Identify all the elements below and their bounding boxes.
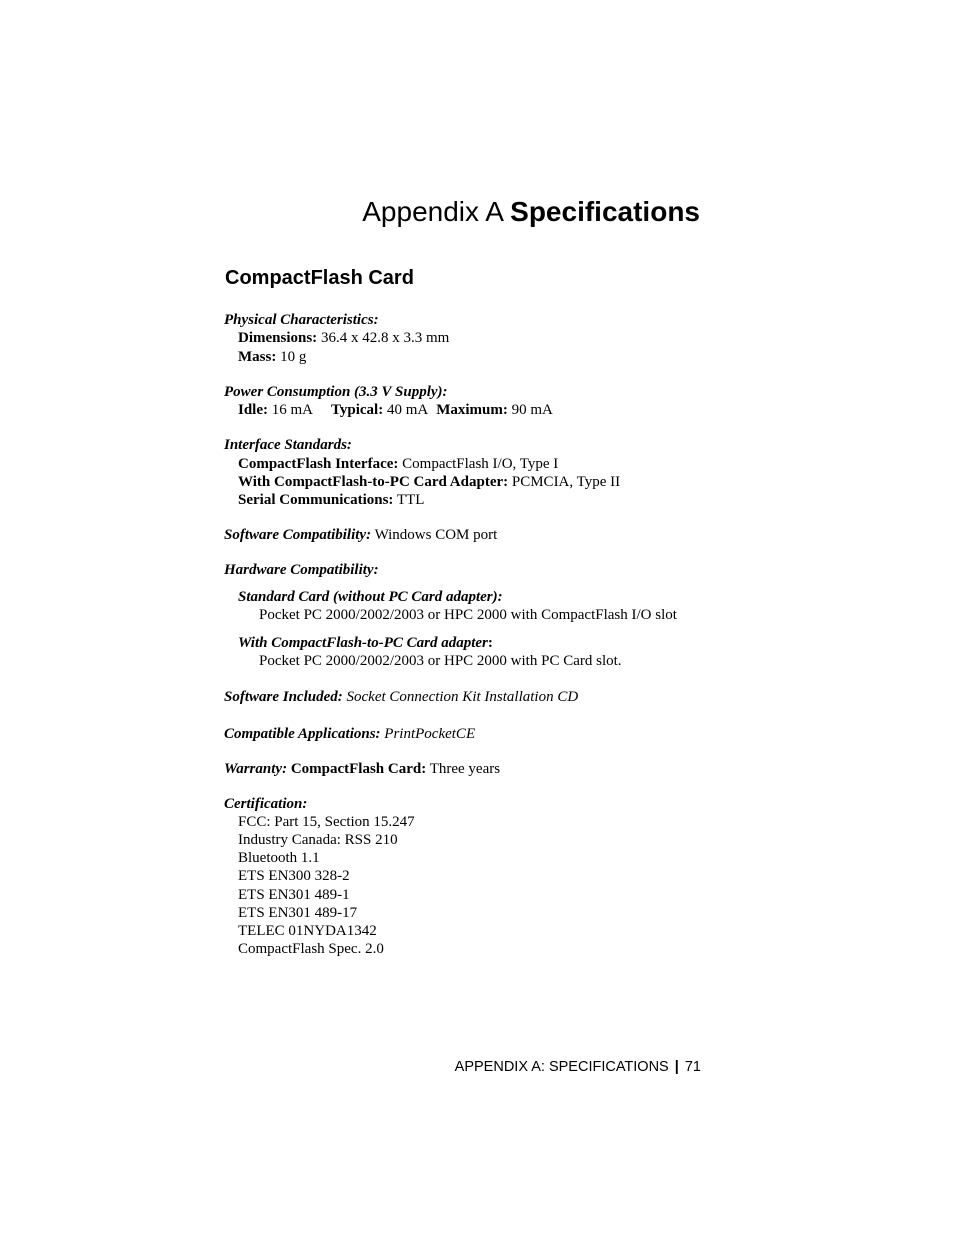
- serial-value: TTL: [393, 492, 425, 508]
- software-included-label: Software Included:: [224, 689, 343, 705]
- adapter-row: [238, 473, 620, 491]
- power-heading: Power Consumption (3.3 V Supply):: [224, 384, 448, 400]
- certification-item: CompactFlash Spec. 2.0: [238, 941, 384, 957]
- physical-heading: Physical Characteristics:: [224, 312, 379, 328]
- adapter-card-colon: :: [487, 635, 493, 651]
- idle-value: 16 mA: [268, 402, 313, 418]
- software-included-row: [224, 688, 578, 706]
- software-compat-value: Windows COM port: [371, 527, 498, 543]
- mass-label: Mass:: [238, 349, 277, 365]
- certification-item: FCC: Part 15, Section 15.247: [238, 814, 415, 830]
- maximum-value: 90 mA: [507, 402, 553, 418]
- typical-value: 40 mA: [383, 402, 429, 418]
- standard-card-value: Pocket PC 2000/2002/2003 or HPC 2000 with CompactFlash I/O slot: [259, 607, 677, 623]
- adapter-card-heading: With CompactFlash-to-PC Card adapter: [238, 635, 488, 651]
- dimensions-label: Dimensions:: [238, 330, 318, 346]
- certification-item: ETS EN301 489-1: [238, 887, 350, 903]
- compatible-apps-row: [224, 725, 475, 743]
- certification-item: Bluetooth 1.1: [238, 850, 320, 866]
- certification-item: Industry Canada: RSS 210: [238, 832, 398, 848]
- warranty-row: [224, 760, 500, 778]
- warranty-item-label: CompactFlash Card:: [287, 761, 427, 777]
- compatible-apps-label: Compatible Applications:: [224, 726, 381, 742]
- warranty-item-value: Three years: [426, 761, 501, 777]
- adapter-label: With CompactFlash-to-PC Card Adapter:: [238, 474, 509, 490]
- interface-heading: Interface Standards:: [224, 437, 352, 453]
- maximum-label: Maximum:: [436, 402, 508, 418]
- standard-card-heading: Standard Card (without PC Card adapter):: [238, 589, 503, 605]
- mass-row: [238, 348, 306, 366]
- page-number: 71: [684, 1059, 701, 1075]
- cf-interface-label: CompactFlash Interface:: [238, 456, 399, 472]
- idle-label: Idle:: [238, 402, 268, 418]
- title-main: Specifications: [510, 196, 700, 227]
- software-compat-label: Software Compatibility:: [224, 527, 372, 543]
- cf-interface-row: [238, 455, 558, 473]
- mass-value: 10 g: [276, 349, 307, 365]
- certification-heading: Certification:: [224, 796, 308, 812]
- software-compat-row: [224, 526, 497, 544]
- typical-label: Typical:: [331, 402, 384, 418]
- dimensions-value: 36.4 x 42.8 x 3.3 mm: [317, 330, 450, 346]
- title-prefix: Appendix A: [362, 196, 511, 227]
- certification-item: ETS EN300 328-2: [238, 868, 350, 884]
- serial-label: Serial Communications:: [238, 492, 394, 508]
- serial-row: [238, 491, 424, 509]
- software-included-value: Socket Connection Kit Installation CD: [342, 689, 579, 705]
- section-title: CompactFlash Card: [225, 267, 414, 289]
- hardware-compat-heading: Hardware Compatibility:: [224, 562, 379, 578]
- dimensions-row: [238, 329, 449, 347]
- page-title: [0, 196, 700, 228]
- warranty-label: Warranty:: [224, 761, 288, 777]
- page-footer: [0, 1059, 701, 1075]
- power-row: [238, 401, 553, 419]
- adapter-heading-row: [238, 634, 493, 652]
- certification-item: ETS EN301 489-17: [238, 905, 358, 921]
- footer-text: APPENDIX A: SPECIFICATIONS: [454, 1059, 669, 1075]
- adapter-card-value: Pocket PC 2000/2002/2003 or HPC 2000 with PC Card slot.: [259, 653, 622, 669]
- adapter-value: PCMCIA, Type II: [508, 474, 621, 490]
- certification-item: TELEC 01NYDA1342: [238, 923, 377, 939]
- footer-separator: |: [674, 1059, 679, 1075]
- cf-interface-value: CompactFlash I/O, Type I: [398, 456, 559, 472]
- compatible-apps-value: PrintPocketCE: [380, 726, 476, 742]
